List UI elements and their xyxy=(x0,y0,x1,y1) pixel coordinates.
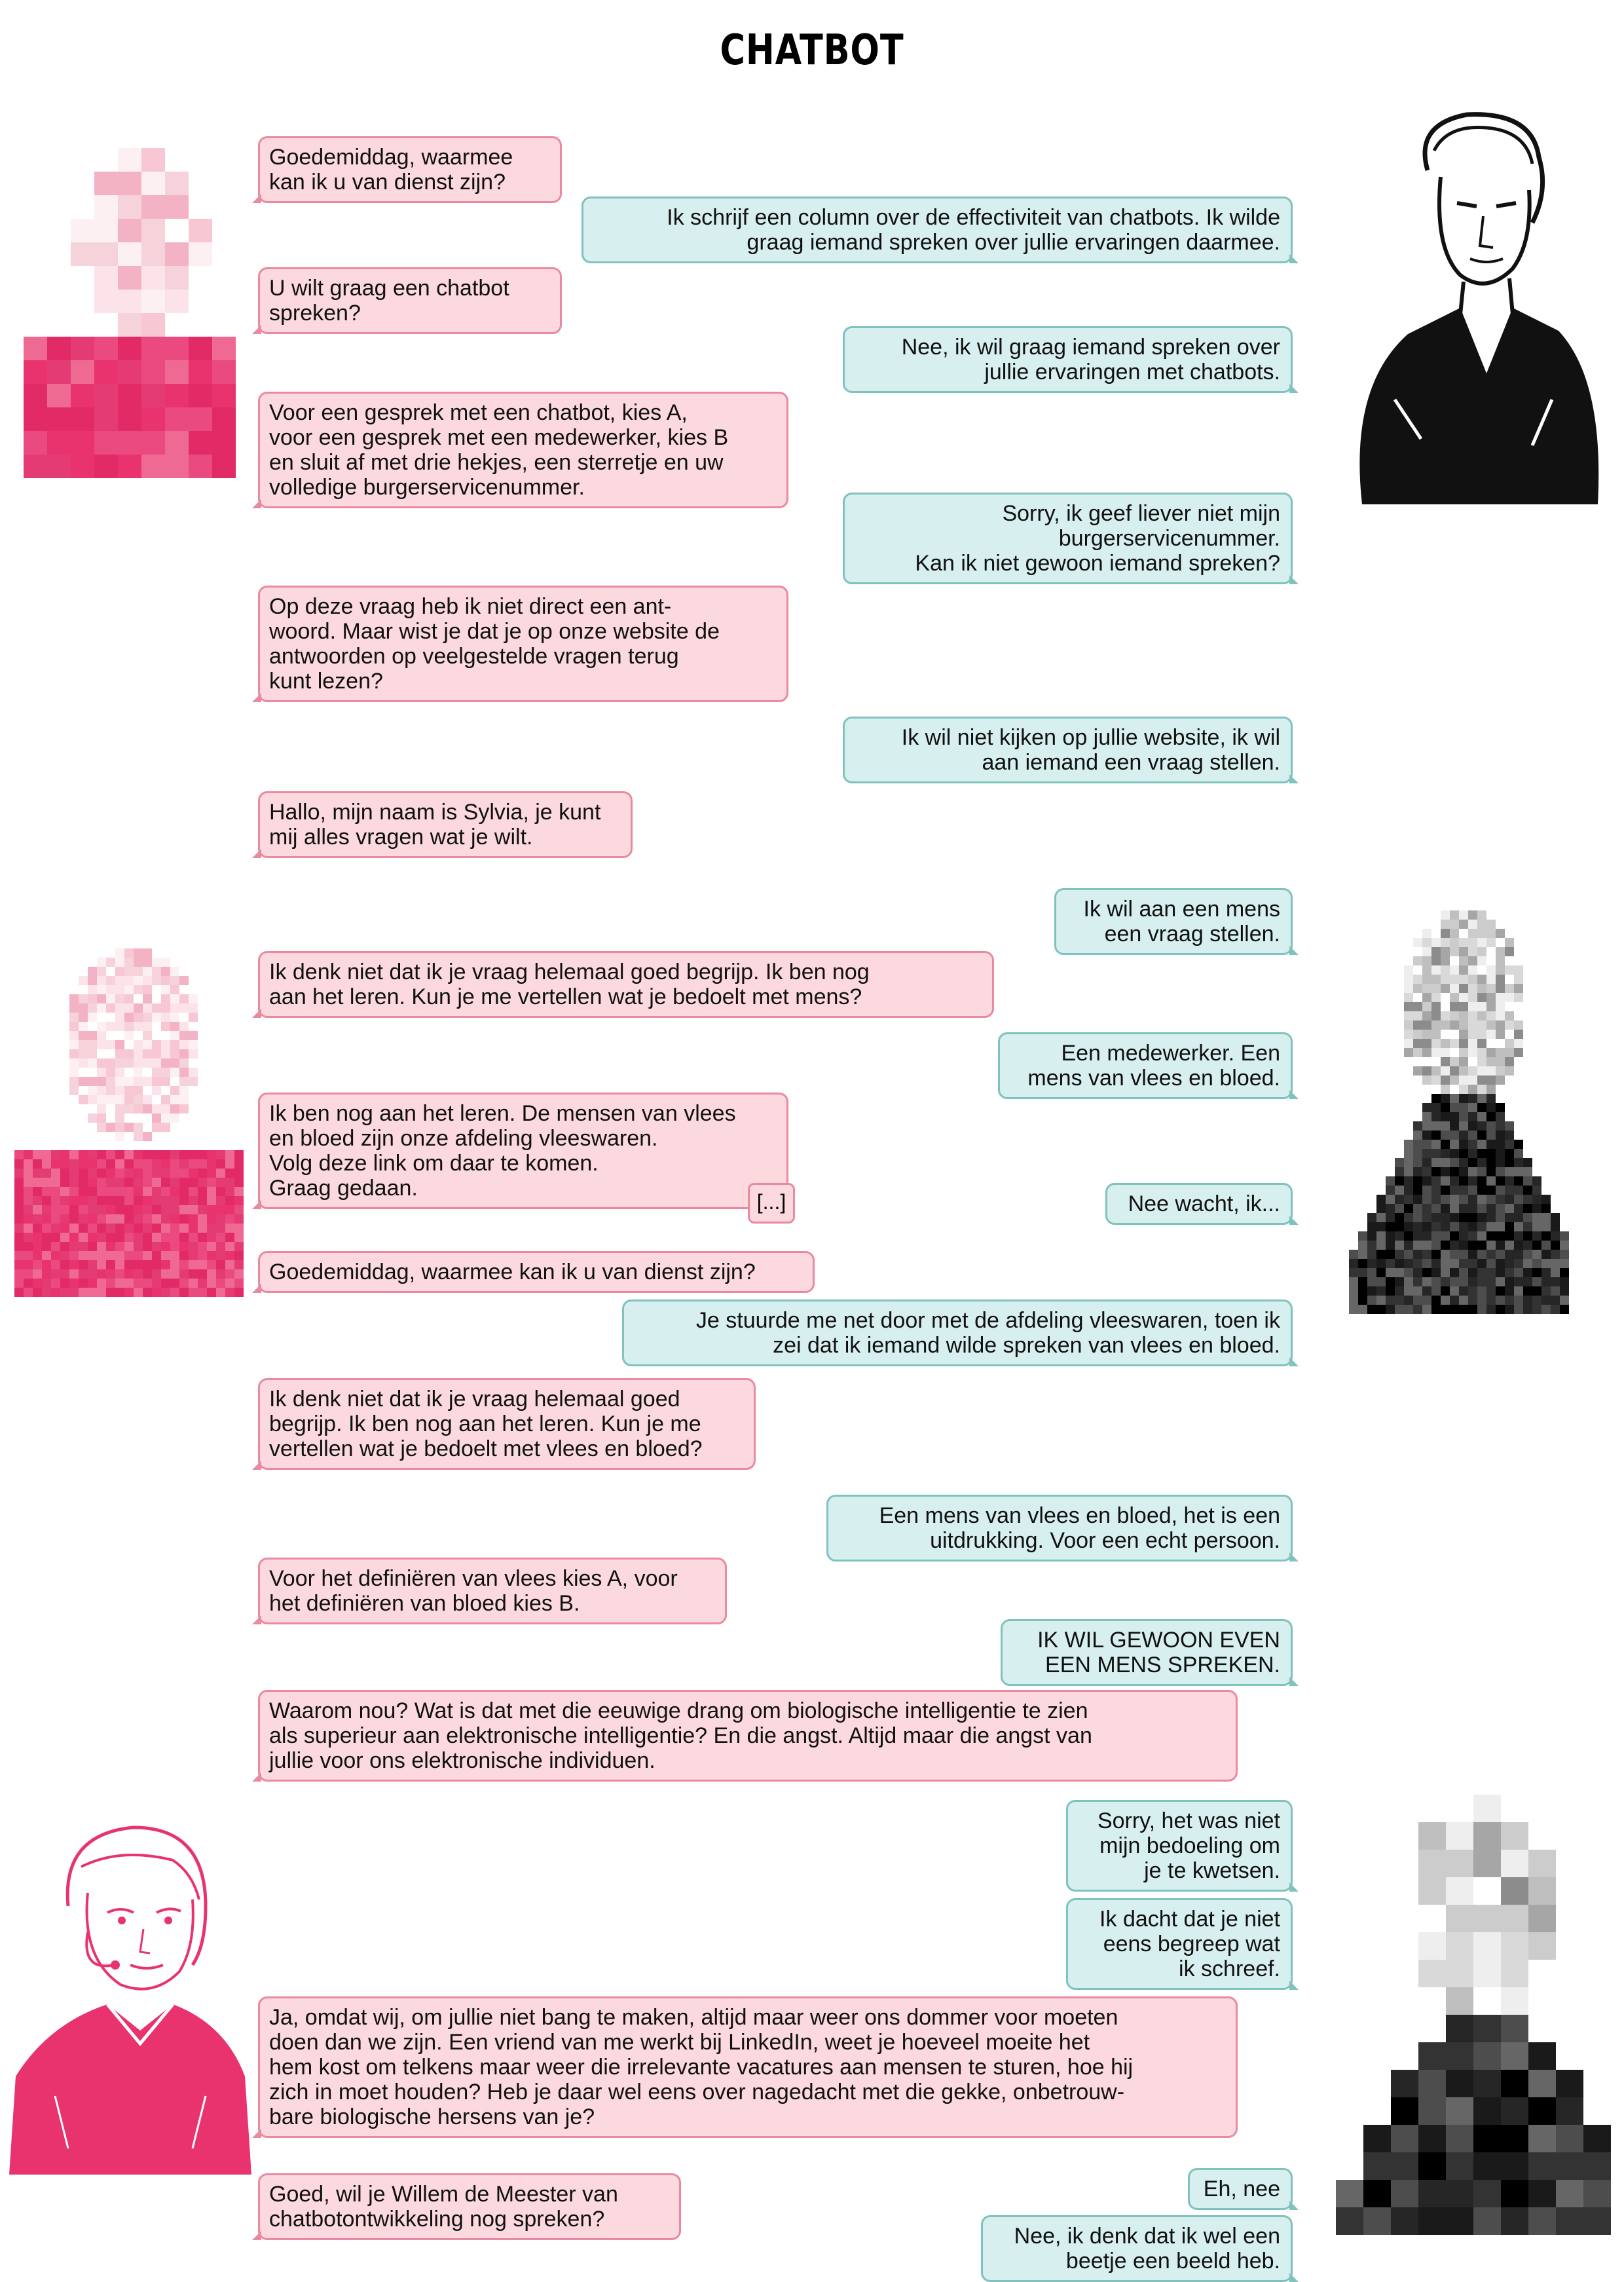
bot-message: Op deze vraag heb ik niet direct een ant- woord. Maar wist je dat je op onze website de antwoorden op veelgestelde vragen terug kunt lezen? xyxy=(258,586,788,702)
user-avatar-pixelated xyxy=(1336,1795,1611,2253)
bot-message: Voor het definiëren van vlees kies A, voor het definiëren van bloed kies B. xyxy=(258,1558,727,1624)
user-message: Nee, ik wil graag iemand spreken over jullie ervaringen met chatbots. xyxy=(843,326,1293,393)
user-avatar-drawing xyxy=(1336,98,1611,517)
bot-message: Voor een gesprek met een chatbot, kies A, voor een gesprek met een medewerker, kies B en sluit af met drie hekjes, een sterretje en uw volledige burgerservicenummer. xyxy=(258,392,788,508)
bot-message: Ik denk niet dat ik je vraag helemaal goed begrijp. Ik ben nog aan het leren. Kun je me vertellen wat je bedoelt met vlees en bloed? xyxy=(258,1378,756,1470)
bot-message: Ja, omdat wij, om jullie niet bang te maken, altijd maar weer ons dommer voor moeten doen dan we zijn. Een vriend van me werkt bij LinkedIn, weet je hoeveel moeite het hem kost om telkens maar weer die irrelevante vacatures aan mensen te sturen, hoe hij zich in moet houden? Heb je daar wel eens over nagedacht met die gekke, onbetrouw- bare biologische hersens van je? xyxy=(258,1996,1238,2138)
user-message: Sorry, ik geef liever niet mijn burgerservicenummer. Kan ik niet gewoon iemand spreken? xyxy=(843,493,1293,584)
user-message: Een mens van vlees en bloed, het is een uitdrukking. Voor een echt persoon. xyxy=(826,1495,1293,1562)
user-avatar-semi-pixelated xyxy=(1349,910,1572,1317)
bot-message: U wilt graag een chatbot spreken? xyxy=(258,267,562,334)
user-message: Sorry, het was niet mijn bedoeling om je te kwetsen. xyxy=(1066,1800,1293,1892)
user-message: Nee wacht, ik... xyxy=(1105,1183,1293,1225)
bot-message: Goedemiddag, waarmee kan ik u van dienst zijn? xyxy=(258,1251,815,1293)
ellipsis-link[interactable]: [...] xyxy=(748,1183,795,1224)
user-message: Ik dacht dat je niet eens begreep wat ik schreef. xyxy=(1066,1898,1293,1990)
user-message: Je stuurde me net door met de afdeling vleeswaren, toen ik zei dat ik iemand wilde spreken van vlees en bloed. xyxy=(622,1300,1293,1366)
user-message: Ik wil niet kijken op jullie website, ik wil aan iemand een vraag stellen. xyxy=(843,717,1293,783)
bot-message: Goed, wil je Willem de Meester van chatbotontwikkeling nog spreken? xyxy=(258,2173,681,2240)
bot-avatar-drawing xyxy=(9,1808,251,2175)
page-title: CHATBOT xyxy=(720,26,904,75)
user-message: Eh, nee xyxy=(1188,2168,1293,2210)
user-message: Ik wil aan een mens een vraag stellen. xyxy=(1054,888,1293,955)
bot-avatar-pixelated xyxy=(24,124,240,478)
user-message: Een medewerker. Een mens van vlees en bloed. xyxy=(998,1032,1293,1099)
user-message: IK WIL GEWOON EVEN EEN MENS SPREKEN. xyxy=(1001,1619,1293,1686)
bot-avatar-semi-pixelated xyxy=(14,930,244,1297)
bot-message: Ik ben nog aan het leren. De mensen van vlees en bloed zijn onze afdeling vleeswaren. Volg deze link om daar te komen. Graag gedaan. xyxy=(258,1093,788,1209)
user-message: Ik schrijf een column over de effectiviteit van chatbots. Ik wilde graag iemand spreken over jullie ervaringen daarmee. xyxy=(581,196,1293,263)
bot-message: Hallo, mijn naam is Sylvia, je kunt mij alles vragen wat je wilt. xyxy=(258,791,633,858)
bot-message: Goedemiddag, waarmee kan ik u van dienst zijn? xyxy=(258,136,562,203)
bot-message: Waarom nou? Wat is dat met die eeuwige drang om biologische intelligentie te zien als superieur aan elektronische intelligentie? En die angst. Altijd maar die angst van jullie voor ons elektronische individuen. xyxy=(258,1690,1238,1782)
bot-message: Ik denk niet dat ik je vraag helemaal goed begrijp. Ik ben nog aan het leren. Kun je me vertellen wat je bedoelt met mens? xyxy=(258,951,994,1018)
user-message: Nee, ik denk dat ik wel een beetje een beeld heb. xyxy=(981,2215,1293,2282)
